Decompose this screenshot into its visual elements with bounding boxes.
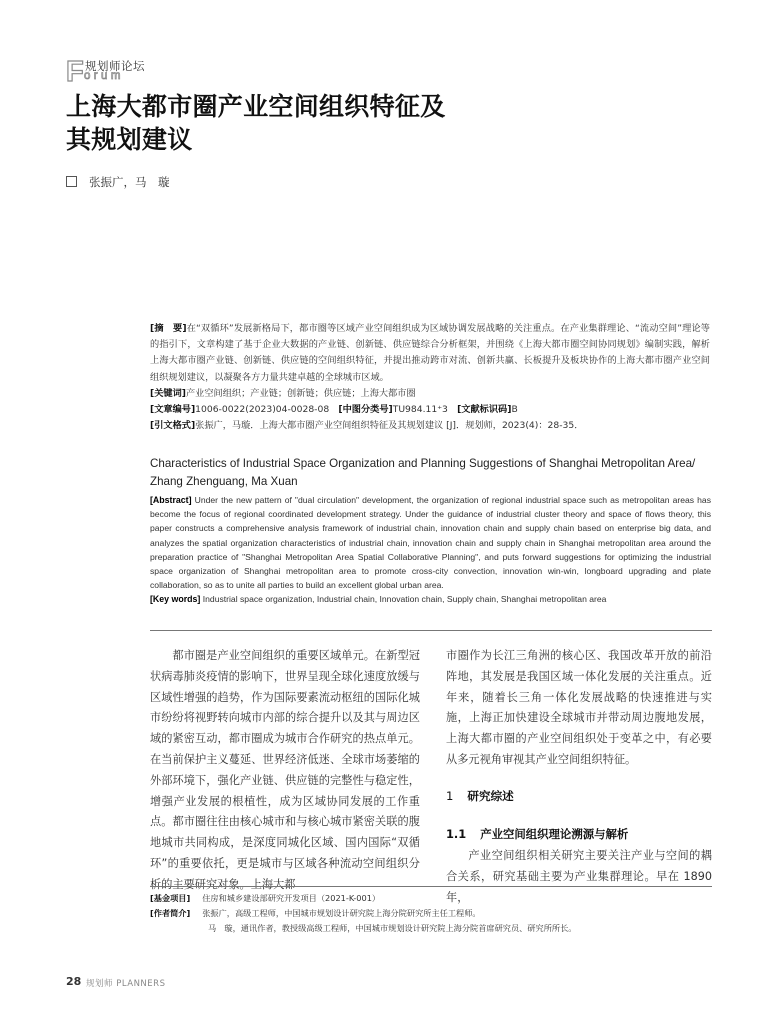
english-abstract-label: [Abstract] (150, 495, 192, 505)
paper-title (66, 90, 586, 156)
clc-label: [中图分类号] (338, 404, 393, 416)
forum-logo-text: orum (84, 70, 124, 82)
chinese-abstract-block (150, 321, 710, 434)
fund-footnote (150, 891, 380, 905)
section-1-title: 研究综述 (467, 789, 514, 803)
citation-label: [引文格式] (150, 420, 196, 432)
body-left-column (150, 646, 420, 896)
abstract-text: 在“双循环”发展新格局下，都市圈等区域产业空间组织成为区域协调发展战略的关注重点。在产业集群理论、“流动空间”理论等的指引下，文章构建了基于企业大数据的产业链、创新链、供应链综合分析框架，并围绕《上海大都市圈空间协同规划》编制实践，解析上海大都市圈产业链、创新链、供应链的空间组织特征，并提出推动跨市对流、创新共赢、长板提升及板块协作的上海大都市圈产业空间组织规划建议，以凝聚各方力量共建卓越的全球城市区域。 (150, 323, 710, 383)
author-footnote (150, 906, 481, 920)
keywords-line (150, 386, 710, 402)
author-line (66, 174, 170, 190)
section-1-number: 1 (446, 789, 454, 803)
english-abstract-paragraph (150, 493, 711, 592)
author-2-footnote (208, 921, 576, 935)
article-no-label: [文章编号] (150, 404, 196, 416)
journal-name: 规划师 PLANNERS (86, 979, 166, 989)
section-1-1-title: 产业空间组织理论溯源与解析 (480, 827, 629, 841)
citation-line (150, 418, 710, 434)
keywords-label: [关键词] (150, 387, 186, 399)
author-names: 张振广，马 璇 (89, 175, 170, 189)
body-right-column (446, 646, 712, 771)
intro-paragraph: 都市圈是产业空间组织的重要区域单元。在新型冠状病毒肺炎疫情的影响下，世界呈现全球化速度放缓与区域性增强的趋势，作为国际要素流动枢纽的国际化城市纷纷将视野转向城市内部的综合提升以及其与周边区域的紧密互动，都市圈成为城市合作研究的热点单元。在当前保护主义蔓延、世界经济低迷、全球市场萎缩的外部环境下，强化产业链、供应链的完整性与稳定性，增强产业发展的根植性，成为区域协同发展的工作重点。都市圈往往由核心城市和与核心城市紧密关联的腹地城市共同构成，是深度同城化区域、国内国际“双循环”的重要依托，更是城市与区域各种流动空间组织分析的主要研究对象。上海大都 (150, 649, 420, 891)
section-1-1-number: 1.1 (446, 827, 467, 841)
intro-paragraph-continued: 市圈作为长江三角洲的核心区、我国改革开放的前沿阵地，其发展是我国区域一体化发展的关注重点。近年来，随着长三角一体化发展战略的快速推进与实施，上海正加快建设全球城市并带动周边腹地发展，上海大都市圈的产业空间组织处于变革之中，有必要从多元视角审视其产业空间组织特征。 (446, 649, 712, 766)
section-1-heading (446, 788, 514, 804)
english-keywords-label: [Key words] (150, 594, 201, 605)
clc-value: TU984.11⁺3 (392, 404, 448, 416)
section-1-1-body (446, 846, 712, 908)
english-keywords-text: Industrial space organization, Industrial chain, Innovation chain, Supply chain, Shanghai metropolitan area (202, 594, 607, 605)
paper-title-line-1: 上海大都市圈产业空间组织特征及 (66, 92, 446, 121)
section-1-1-heading (446, 826, 628, 842)
doc-code-value: B (511, 404, 518, 416)
paper-title-line-2: 其规划建议 (66, 125, 193, 154)
doc-code-label: [文献标识码] (457, 404, 512, 416)
square-bullet-icon (66, 176, 77, 187)
fund-text: 住房和城乡建设部研究开发项目（2021-K-001） (202, 893, 381, 903)
column-name: 规划师论坛 (85, 59, 145, 73)
section-1-1-paragraph: 产业空间组织相关研究主要关注产业与空间的耦合关系，研究基础主要为产业集群理论。早在 1890 年， (446, 849, 712, 904)
classification-line (150, 402, 710, 418)
footnote-divider (150, 886, 712, 887)
author-2-info: 马 璇，通讯作者，教授级高级工程师，中国城市规划设计研究院上海分院首席研究员、研究所所长。 (208, 923, 577, 933)
article-no: 1006-0022(2023)04-0028-08 (195, 404, 330, 416)
keywords-text: 产业空间组织；产业链；创新链；供应链；上海大都市圈 (185, 387, 416, 399)
abstract-divider (150, 630, 712, 631)
abstract-paragraph (150, 321, 710, 386)
author-info-label: [作者简介] (150, 908, 191, 918)
english-title: Characteristics of Industrial Space Organization and Planning Suggestions of Shanghai Metropolitan Area/ Zhang Zhenguang, Ma Xuan (150, 457, 696, 488)
english-abstract-block (150, 493, 711, 607)
english-abstract-text: Under the new pattern of "dual circulation" development, the organization of regional industrial space such as metropolitan areas has become the focus of regional coordinated development strategy. Under the guidance of industrial cluster theory and space of flows theory, this paper constructs a comprehensive analysis framework of industrial chain, innovation chain and supply chain based on enterprise big data, and analyzes the spatial organization characteristics of industrial chain, innovation chain and supply chain in Shanghai metropolitan area around the preparation practice of "Shanghai Metropolitan Area Spatial Collaborative Planning", and puts forward suggestions for optimizing the industrial space organization of Shanghai metropolitan area to promote cross-city convection, innovation win-win, longboard upgrading and plate collaboration, so as to unite all parties to build an excellent global urban area. (150, 495, 712, 591)
forum-logo-letter: F (66, 56, 84, 88)
author-1-info: 张振广，高级工程师，中国城市规划设计研究院上海分院研究所主任工程师。 (202, 908, 481, 918)
fund-label: [基金项目] (150, 893, 191, 903)
abstract-label: [摘 要] (150, 323, 187, 334)
citation-text: 张振广，马璇．上海大都市圈产业空间组织特征及其规划建议 [J]．规划师，2023(4)：28-35． (195, 420, 584, 432)
english-keywords-line (150, 592, 711, 606)
page-number: 28 (66, 975, 82, 988)
